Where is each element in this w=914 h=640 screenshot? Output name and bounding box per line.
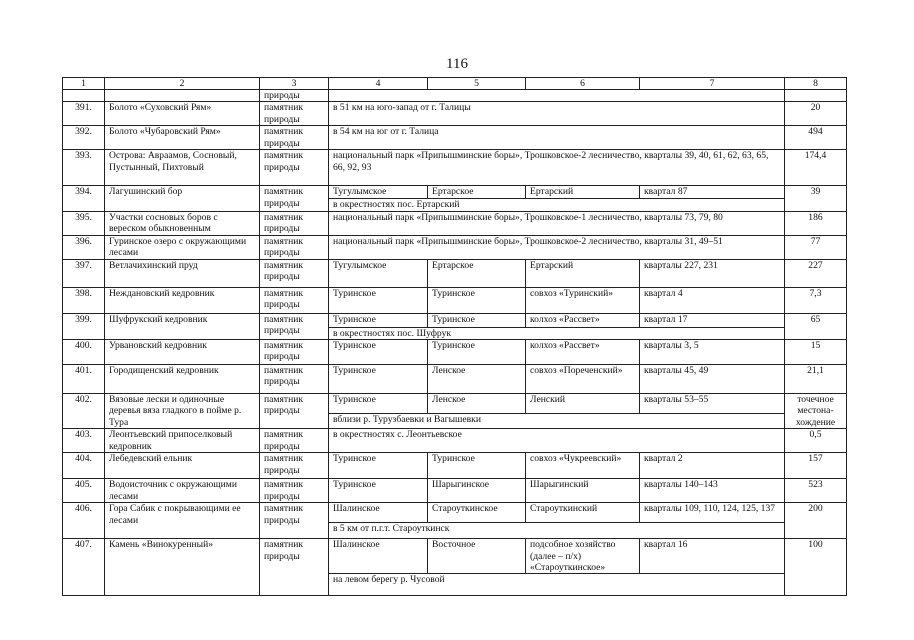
table-row <box>63 429 847 453</box>
quarter-cell: квартал 2 <box>640 453 785 479</box>
object-type: памятник природы <box>260 503 329 539</box>
object-name: Лагушинский бор <box>105 186 260 211</box>
row-number: 407. <box>63 539 105 596</box>
quarter-cell: квартал 16 <box>640 539 785 574</box>
district-cell: Туринское <box>329 394 428 414</box>
table-row <box>63 150 847 186</box>
table-row <box>63 365 847 394</box>
table-row <box>63 126 847 150</box>
object-type: памятник природы <box>260 453 329 479</box>
column-header: 4 <box>329 78 428 90</box>
area-value: 523 <box>785 479 847 503</box>
district-cell: Шалинское <box>329 503 428 523</box>
object-type: памятник природы <box>260 479 329 503</box>
column-header: 1 <box>63 78 105 90</box>
subdivision-cell: Шарыгинский <box>526 479 640 503</box>
forestry-cell: Шарыгинское <box>428 479 526 503</box>
object-name: Урвановский кедровник <box>105 340 260 365</box>
object-name: Неждановский кедровник <box>105 287 260 313</box>
column-header: 6 <box>526 78 640 90</box>
object-type: памятник природы <box>260 211 329 235</box>
row-number: 392. <box>63 126 105 150</box>
quarter-cell: кварталы 140–143 <box>640 479 785 503</box>
object-type: памятник природы <box>260 539 329 596</box>
table-row <box>63 235 847 259</box>
column-header: 3 <box>260 78 329 90</box>
district-cell: Туринское <box>329 479 428 503</box>
area-value: 65 <box>785 313 847 339</box>
page-number: 116 <box>446 56 468 72</box>
location-text: в 54 км на юг от г. Талица <box>329 126 785 150</box>
area-value: 494 <box>785 126 847 150</box>
row-number: 391. <box>63 102 105 126</box>
table-row <box>63 539 847 574</box>
object-name: Водоисточник с окружающими лесами <box>105 479 260 503</box>
object-name: Шуфрукский кедровник <box>105 313 260 339</box>
subdivision-cell: колхоз «Рассвет» <box>526 340 640 365</box>
area-value: 157 <box>785 453 847 479</box>
object-name: Острова: Авраамов, Сосновый, Пустынный, Пихтовый <box>105 150 260 186</box>
column-number-row <box>63 78 847 90</box>
object-type: памятник природы <box>260 259 329 287</box>
row-number: 401. <box>63 365 105 394</box>
row-number: 404. <box>63 453 105 479</box>
quarter-cell: квартал 17 <box>640 313 785 327</box>
row-number: 397. <box>63 259 105 287</box>
location-text: в 51 км на юго-запад от г. Талицы <box>329 102 785 126</box>
column-header: 2 <box>105 78 260 90</box>
column-header: 7 <box>640 78 785 90</box>
forestry-cell: Восточное <box>428 539 526 574</box>
forestry-cell: Ленское <box>428 394 526 414</box>
subdivision-cell: совхоз «Пореченский» <box>526 365 640 394</box>
forestry-cell: Туринское <box>428 287 526 313</box>
object-type: памятник природы <box>260 365 329 394</box>
district-cell: Туринское <box>329 340 428 365</box>
object-type: памятник природы <box>260 150 329 186</box>
quarter-cell: квартал 4 <box>640 287 785 313</box>
table-row <box>63 479 847 503</box>
area-value: 186 <box>785 211 847 235</box>
area-value: 7,3 <box>785 287 847 313</box>
district-cell: Туринское <box>329 365 428 394</box>
object-type: памятник природы <box>260 102 329 126</box>
object-type: памятник природы <box>260 429 329 453</box>
row-number: 405. <box>63 479 105 503</box>
object-type: памятник природы <box>260 186 329 211</box>
location-note: на левом берегу р. Чусовой <box>329 574 785 596</box>
table-row <box>63 186 847 199</box>
table-row <box>63 394 847 414</box>
object-type: памятник природы <box>260 394 329 429</box>
object-name: Городищенский кедровник <box>105 365 260 394</box>
row-number: 402. <box>63 394 105 429</box>
subdivision-cell: совхоз «Чукреевский» <box>526 453 640 479</box>
object-name: Лебедевский ельник <box>105 453 260 479</box>
forestry-cell: Староуткинское <box>428 503 526 523</box>
table-row <box>63 287 847 313</box>
forestry-cell: Туринское <box>428 453 526 479</box>
object-name: Участки сосновых боров с вереском обыкновенным <box>105 211 260 235</box>
object-name: Камень «Винокуренный» <box>105 539 260 596</box>
forestry-cell: Туринское <box>428 313 526 327</box>
continuation-row <box>63 90 847 102</box>
subdivision-cell: совхоз «Туринский» <box>526 287 640 313</box>
quarter-cell: кварталы 3, 5 <box>640 340 785 365</box>
district-cell: Шалинское <box>329 539 428 574</box>
object-type: памятник природы <box>260 287 329 313</box>
subdivision-cell: Ертарский <box>526 259 640 287</box>
area-value: 174,4 <box>785 150 847 186</box>
row-number: 403. <box>63 429 105 453</box>
quarter-cell: кварталы 109, 110, 124, 125, 137 <box>640 503 785 523</box>
object-type: памятник природы <box>260 340 329 365</box>
table-row <box>63 313 847 327</box>
row-number: 396. <box>63 235 105 259</box>
forestry-cell: Ертарское <box>428 259 526 287</box>
row-number: 394. <box>63 186 105 211</box>
area-value: 15 <box>785 340 847 365</box>
quarter-cell: квартал 87 <box>640 186 785 199</box>
location-note: в 5 км от п.г.т. Староуткинск <box>329 523 785 539</box>
area-value: 20 <box>785 102 847 126</box>
quarter-cell: кварталы 53–55 <box>640 394 785 414</box>
object-name: Вязовые лески и одиночные деревья вяза гладкого в пойме р. Тура <box>105 394 260 429</box>
location-text: национальный парк «Припышминские боры», Трошковское-2 лесничество, кварталы 39, 40, 61, 62, 63, 65, 66, 92, 93 <box>329 150 785 186</box>
row-number: 400. <box>63 340 105 365</box>
row-number: 406. <box>63 503 105 539</box>
area-value: 0,5 <box>785 429 847 453</box>
continuation-type: природы <box>260 90 329 102</box>
column-header: 8 <box>785 78 847 90</box>
object-name: Болото «Чубаровский Рям» <box>105 126 260 150</box>
row-number: 395. <box>63 211 105 235</box>
table-row <box>63 503 847 523</box>
table-row <box>63 211 847 235</box>
table-row <box>63 340 847 365</box>
column-header: 5 <box>428 78 526 90</box>
location-note: в окрестностях пос. Шуфрук <box>329 327 785 339</box>
location-text: национальный парк «Припышминские боры», Трошковское-2 лесничество, кварталы 31, 49–51 <box>329 235 785 259</box>
table-row <box>63 259 847 287</box>
location-note: в окрестностях пос. Ертарский <box>329 199 785 211</box>
subdivision-cell: подсобное хозяйство (далее – п/х) «Староуткинское» <box>526 539 640 574</box>
location-text: национальный парк «Припышминские боры», Трошковское-1 лесничество, кварталы 73, 79, 80 <box>329 211 785 235</box>
district-cell: Туринское <box>329 287 428 313</box>
district-cell: Туринское <box>329 453 428 479</box>
table-row <box>63 102 847 126</box>
object-name: Гора Сабик с покрывающими ее лесами <box>105 503 260 539</box>
location-text: в окрестностях с. Леонтьевское <box>329 429 785 453</box>
object-name: Леонтьевский припоселковый кедровник <box>105 429 260 453</box>
location-note: вблизи р. Турузбаевки и Вагышевки <box>329 413 785 429</box>
subdivision-cell: Ертарский <box>526 186 640 199</box>
subdivision-cell: Староуткинский <box>526 503 640 523</box>
row-number: 393. <box>63 150 105 186</box>
forestry-cell: Ленское <box>428 365 526 394</box>
object-name: Гуринское озеро с окружающими лесами <box>105 235 260 259</box>
area-value: 39 <box>785 186 847 211</box>
object-type: памятник природы <box>260 313 329 339</box>
subdivision-cell: Ленский <box>526 394 640 414</box>
area-value: 200 <box>785 503 847 539</box>
row-number: 399. <box>63 313 105 339</box>
area-value: 100 <box>785 539 847 596</box>
district-cell: Тугулымское <box>329 259 428 287</box>
district-cell: Туринское <box>329 313 428 327</box>
quarter-cell: кварталы 45, 49 <box>640 365 785 394</box>
forestry-cell: Туринское <box>428 340 526 365</box>
object-name: Болото «Суховский Рям» <box>105 102 260 126</box>
object-type: памятник природы <box>260 126 329 150</box>
quarter-cell: кварталы 227, 231 <box>640 259 785 287</box>
natural-monuments-table <box>62 77 847 596</box>
subdivision-cell: колхоз «Рассвет» <box>526 313 640 327</box>
object-name: Ветлачихинский пруд <box>105 259 260 287</box>
area-value: 77 <box>785 235 847 259</box>
forestry-cell: Ертарское <box>428 186 526 199</box>
table-row <box>63 453 847 479</box>
area-value: точечное местона-хождение <box>785 394 847 429</box>
district-cell: Тугулымское <box>329 186 428 199</box>
area-value: 21,1 <box>785 365 847 394</box>
row-number: 398. <box>63 287 105 313</box>
object-type: памятник природы <box>260 235 329 259</box>
area-value: 227 <box>785 259 847 287</box>
